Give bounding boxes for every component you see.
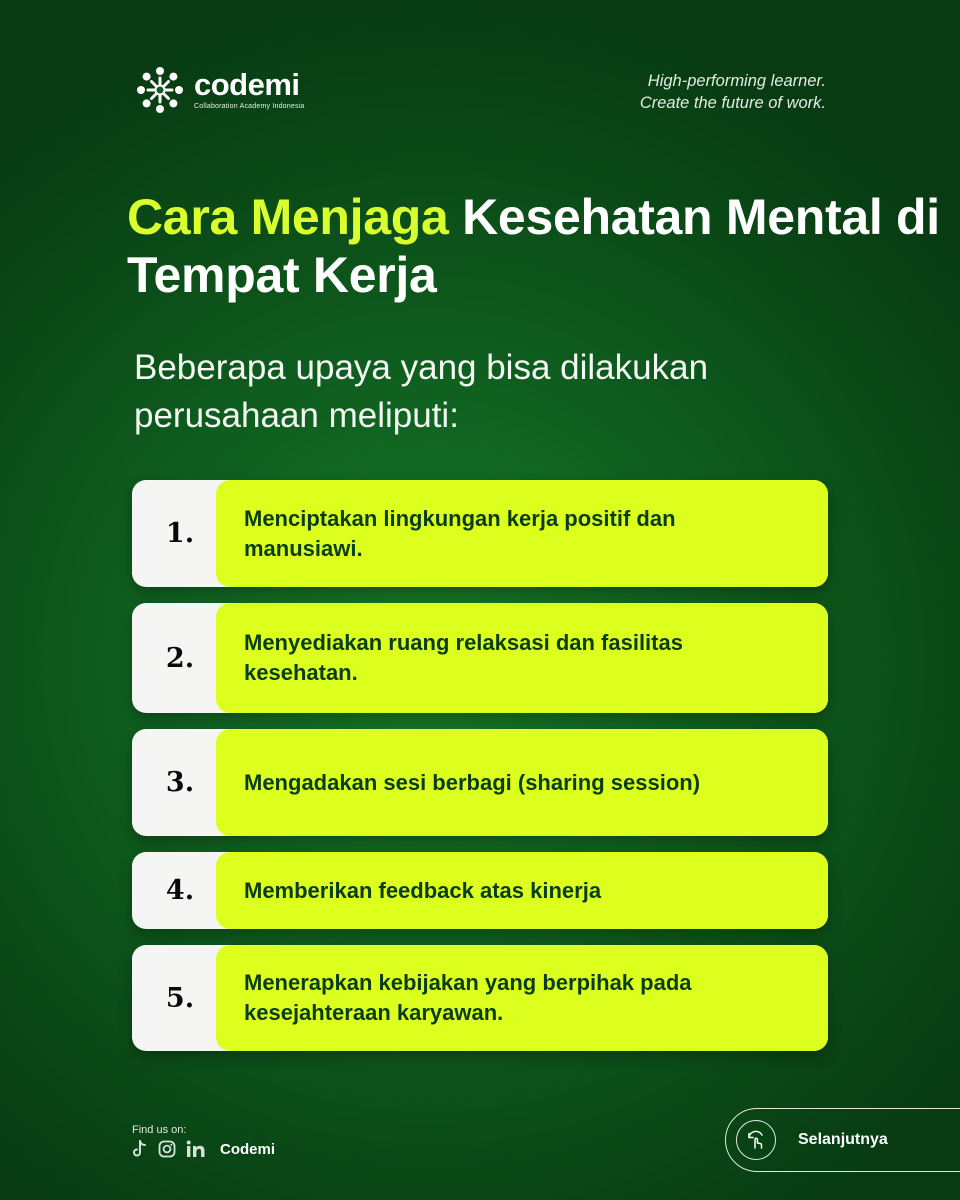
tiktok-icon[interactable] [132, 1140, 148, 1158]
linkedin-icon[interactable] [186, 1140, 206, 1158]
item-panel [216, 729, 828, 836]
item-panel [216, 603, 828, 713]
item-panel [216, 945, 828, 1051]
item-number: 1. [165, 518, 195, 549]
swipe-hand-icon [736, 1120, 776, 1160]
tagline-line-2: Create the future of work. [639, 94, 826, 112]
item-panel [216, 480, 828, 587]
brand-subtitle: Collaboration Academy Indonesia [194, 103, 305, 110]
next-label: Selanjutnya [798, 1131, 888, 1148]
list-item [132, 603, 828, 713]
instagram-icon[interactable] [158, 1140, 176, 1158]
list-item [132, 852, 828, 929]
list-item [132, 945, 828, 1051]
title-rest: Kesehatan Mental di Tempat Kerja [127, 189, 940, 303]
item-text: Memberikan feedback atas kinerja [244, 877, 602, 903]
item-text: Menciptakan lingkungan kerja positif dan manusiawi. [244, 505, 676, 561]
item-number: 5. [165, 982, 195, 1014]
tagline-line-1: High-performing learner. [647, 72, 826, 90]
social-links [132, 1140, 275, 1158]
item-text: Menerapkan kebijakan yang berpihak pada kesejahteraan karyawan. [244, 970, 692, 1025]
tagline [640, 70, 826, 114]
list-item [132, 729, 828, 836]
item-number: 3. [165, 767, 195, 798]
item-panel [216, 852, 828, 929]
item-number: 2. [165, 642, 195, 674]
list-item [132, 480, 828, 587]
brand-name: codemi [194, 67, 300, 102]
brand-logo [132, 62, 305, 118]
find-us-label: Find us on: [132, 1124, 187, 1136]
item-number: 4. [165, 875, 195, 906]
intro-text: Beberapa upaya yang bisa dilakukan perusahaan meliputi: [134, 348, 709, 435]
item-text: Mengadakan sesi berbagi (sharing session) [244, 769, 701, 795]
item-text: Menyediakan ruang relaksasi dan fasilitas kesehatan. [244, 630, 683, 685]
title-accent: Cara Menjaga [127, 189, 449, 245]
brand-text [194, 67, 305, 110]
page-title [127, 188, 960, 304]
codemi-logo-icon [132, 62, 188, 118]
social-handle: Codemi [220, 1140, 276, 1158]
next-button[interactable] [725, 1108, 960, 1172]
